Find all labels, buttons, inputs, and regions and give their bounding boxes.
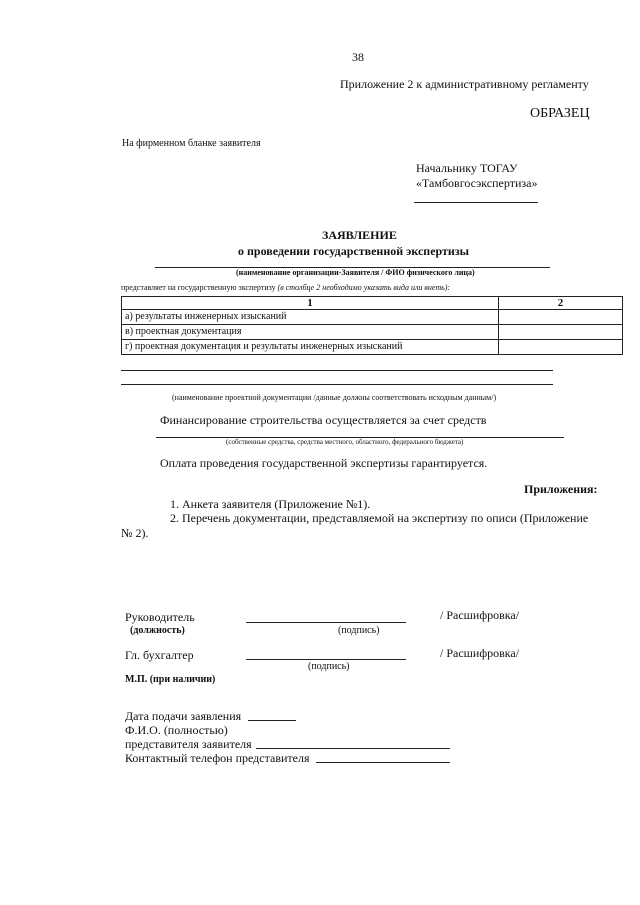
project-name-line-1 bbox=[121, 370, 553, 371]
accountant-signature-line bbox=[246, 659, 406, 660]
table-row bbox=[122, 325, 623, 340]
addressee-underline bbox=[414, 202, 538, 203]
accountant-decode: / Расшифровка/ bbox=[440, 646, 520, 660]
submits-note: (в столбце 2 необходимо указать вида или внеть): bbox=[277, 283, 451, 292]
phone-label: Контактный телефон представителя bbox=[125, 751, 310, 765]
stamp-label: М.П. (при наличии) bbox=[125, 674, 216, 685]
head-position: (должность) bbox=[130, 625, 185, 636]
table-row bbox=[122, 310, 623, 325]
table-cell: в) проектная документация bbox=[122, 325, 499, 340]
table-header-row bbox=[122, 297, 623, 310]
document-subtitle: о проведении государственной экспертизы bbox=[238, 244, 470, 258]
attachment-item-2-cont: № 2). bbox=[121, 526, 149, 540]
head-signature-caption: (подпись) bbox=[338, 625, 380, 636]
phone-field[interactable] bbox=[316, 762, 450, 763]
payment-text: Оплата проведения государственной экспертизы гарантируется. bbox=[160, 456, 488, 470]
attachments-title: Приложения: bbox=[524, 482, 598, 496]
submission-date-label: Дата подачи заявления bbox=[125, 709, 242, 723]
letterhead-note: На фирменном бланке заявителя bbox=[122, 138, 261, 149]
head-signature-line bbox=[246, 622, 406, 623]
table-cell: г) проектная документация и результаты инженерных изысканий bbox=[122, 340, 499, 355]
table-cell-value[interactable] bbox=[499, 340, 623, 355]
addressee-line-1: Начальнику ТОГАУ bbox=[416, 161, 518, 175]
attachment-item-2: 2. Перечень документации, представляемой на экспертизу по описи (Приложение bbox=[170, 511, 589, 525]
head-decode: / Расшифровка/ bbox=[440, 608, 520, 622]
addressee-line-2: «Тамбовгосэкспертиза» bbox=[416, 176, 538, 190]
accountant-signature-caption: (подпись) bbox=[308, 661, 350, 672]
table-row bbox=[122, 340, 623, 355]
project-name-line-2 bbox=[121, 384, 553, 385]
accountant-label: Гл. бухгалтер bbox=[125, 648, 194, 662]
table-cell-value[interactable] bbox=[499, 325, 623, 340]
page-number: 38 bbox=[352, 50, 364, 64]
submits-line bbox=[121, 283, 450, 292]
representative-label: представителя заявителя bbox=[125, 737, 252, 751]
representative-field[interactable] bbox=[256, 748, 450, 749]
attachment-item-1: 1. Анкета заявителя (Приложение №1). bbox=[170, 497, 371, 511]
financing-text: Финансирование строительства осуществляется за счет средств bbox=[160, 413, 487, 427]
table-cell: а) результаты инженерных изысканий bbox=[122, 310, 499, 325]
fio-label: Ф.И.О. (полностью) bbox=[125, 723, 228, 737]
works-table bbox=[121, 296, 623, 355]
table-cell-value[interactable] bbox=[499, 310, 623, 325]
financing-caption: (собственные средства, средства местного, областного, федерального бюджета) bbox=[226, 438, 464, 446]
submits-text: представляет на государственную экспертизу bbox=[121, 283, 276, 292]
applicant-caption: (наименование организации-Заявителя / ФИО физического лица) bbox=[236, 268, 475, 277]
sample-label: ОБРАЗЕЦ bbox=[530, 106, 590, 121]
head-label: Руководитель bbox=[125, 610, 195, 624]
project-caption: (наименование проектной документации /данные должны соответствовать исходным данным/) bbox=[172, 393, 497, 402]
appendix-header: Приложение 2 к административному регламенту bbox=[340, 77, 589, 91]
document-title: ЗАЯВЛЕНИЕ bbox=[322, 228, 397, 242]
submission-date-field[interactable] bbox=[248, 720, 296, 721]
table-header-col2: 2 bbox=[499, 297, 623, 310]
table-header-col1: 1 bbox=[122, 297, 499, 310]
